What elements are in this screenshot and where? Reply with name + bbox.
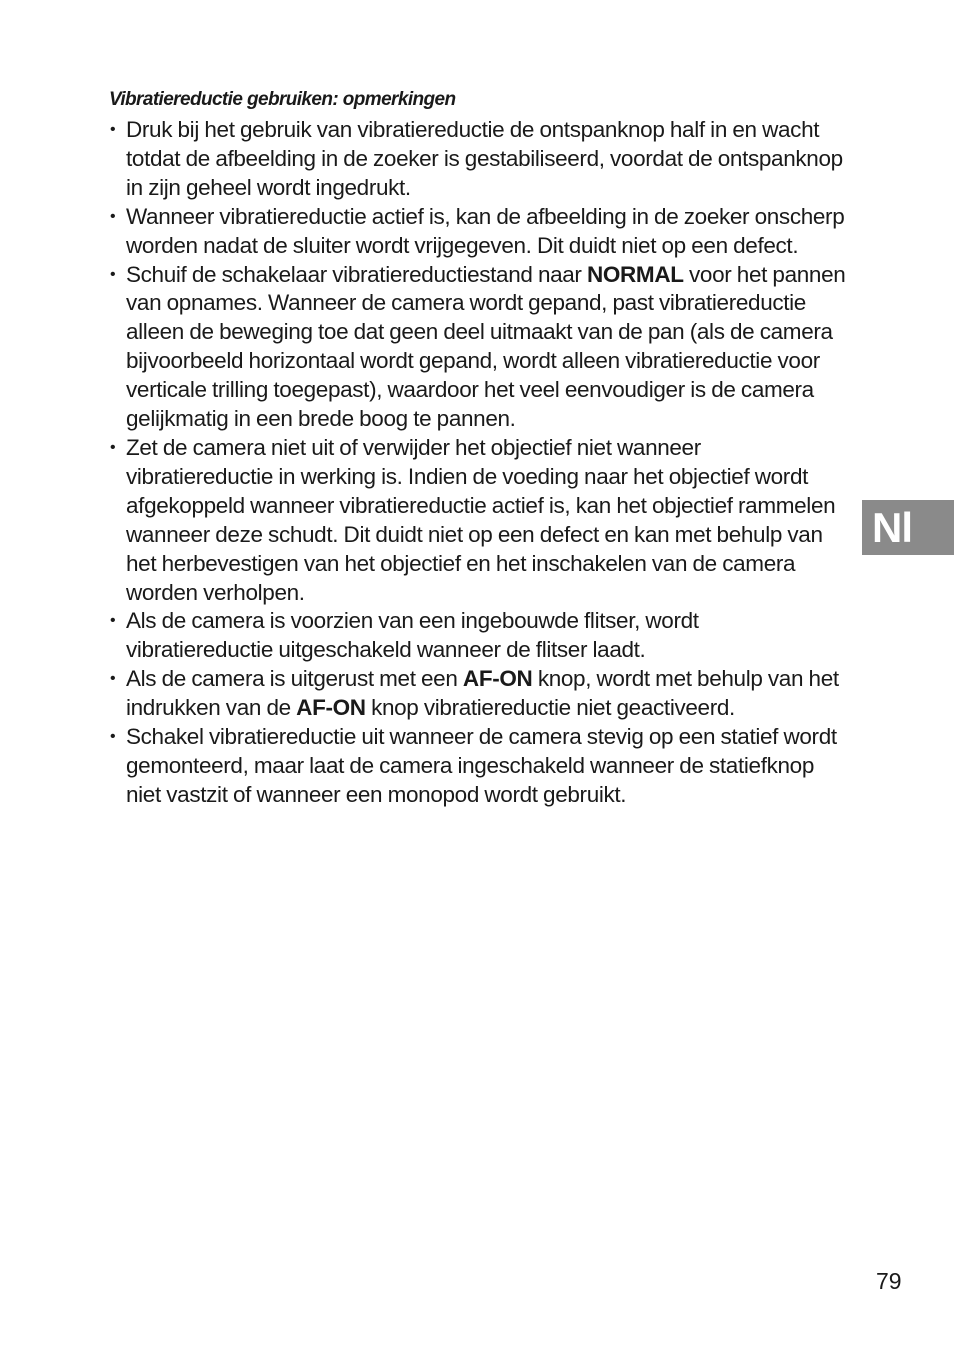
note-text: knop vibratiereductie niet geactiveerd.	[365, 695, 735, 721]
emphasized-term: AF-ON	[296, 695, 366, 721]
note-item	[109, 116, 849, 203]
note-item	[109, 723, 849, 810]
bullet-icon: •	[110, 438, 116, 456]
bullet-icon: •	[110, 612, 116, 630]
bullet-icon: •	[110, 207, 116, 225]
bullet-icon: •	[110, 670, 116, 688]
note-text: Als de camera is uitgerust met een	[126, 666, 463, 692]
note-item	[109, 203, 849, 261]
note-text: voor het pannen van opnames. Wanneer de camera wordt gepand, past vibratiereductie alleen de beweging toe dat geen deel uitmaakt van de pan (als de camera bijvoorbeeld horizontaal wordt gepand, wordt alleen vibratiereductie voor verticale trilling toegepast), waardoor het veel eenvoudiger is de camera gelijkmatig in een brede boog te pannen.	[126, 261, 846, 432]
bullet-icon: •	[110, 121, 116, 138]
emphasized-term: NORMAL	[586, 261, 684, 287]
note-text: knop, wordt met behulp van het indrukken van de	[126, 666, 839, 721]
page-number: 79	[876, 1268, 902, 1294]
language-tab: Nl	[862, 500, 954, 555]
note-item	[109, 607, 849, 665]
note-text: Druk bij het gebruik van vibratiereductie de ontspanknop half in en wacht totdat de afbeelding in de zoeker is gestabiliseerd, voordat de ontspanknop in zijn geheel wordt ingedrukt.	[126, 117, 843, 200]
note-text: Wanneer vibratiereductie actief is, kan de afbeelding in de zoeker onscherp worden nadat de sluiter wordt vrijgegeven. Dit duidt niet op een defect.	[126, 203, 845, 258]
bullet-icon: •	[110, 265, 116, 283]
note-text: Schuif de schakelaar vibratiereductiestand naar	[126, 261, 587, 287]
notes-section	[109, 86, 849, 810]
emphasized-term: AF-ON	[462, 666, 533, 692]
note-item	[109, 261, 849, 434]
note-item	[109, 434, 849, 607]
section-heading: Vibratiereductie gebruiken: opmerkingen	[109, 89, 456, 110]
notes-list	[109, 116, 849, 810]
note-text: Zet de camera niet uit of verwijder het objectief niet wanneer vibratiereductie in werking is. Indien de voeding naar het objectief wordt afgekoppeld wanneer vibratiereductie actief is, kan het objectief rammelen wanneer deze schudt. Dit duidt niet op een defect en kan met behulp van het herbevestigen van het objectief en het inschakelen van de camera worden verholpen.	[126, 434, 836, 605]
note-item	[109, 665, 849, 723]
bullet-icon: •	[110, 728, 116, 746]
note-text: Als de camera is voorzien van een ingebouwde flitser, wordt vibratiereductie uitgeschakeld wanneer de flitser laadt.	[126, 608, 699, 663]
note-text: Schakel vibratiereductie uit wanneer de camera stevig op een statief wordt gemonteerd, maar laat de camera ingeschakeld wanneer de statiefknop niet vastzit of wanneer een monopod wordt gebruikt.	[126, 724, 837, 807]
